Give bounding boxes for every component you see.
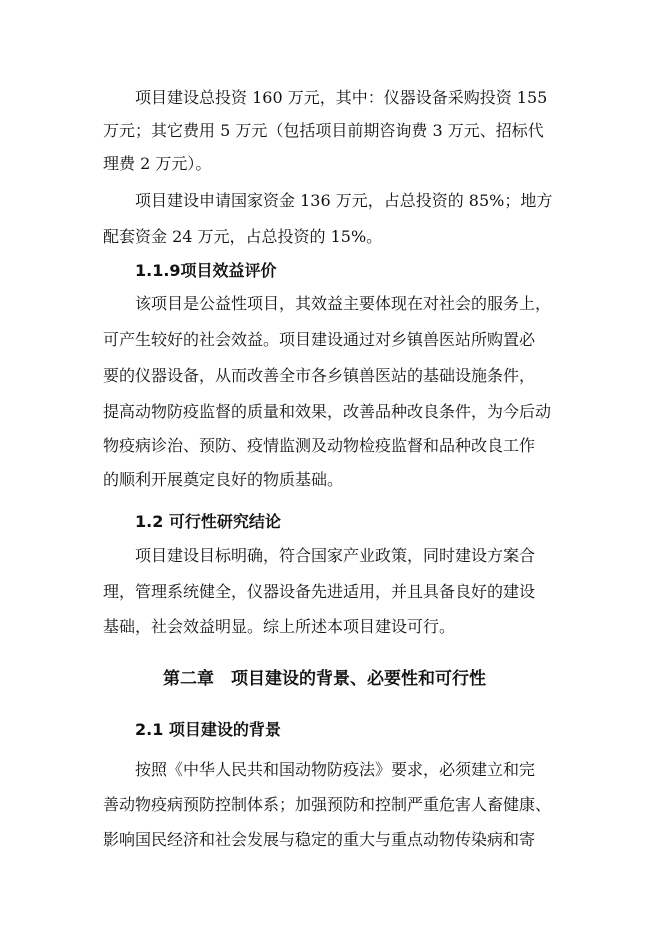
text-line: 万元；其它费用 5 万元（包括项目前期咨询费 3 万元、招标代 [103, 121, 544, 140]
text-line: 项目建设总投资 160 万元，其中：仪器设备采购投资 155 [135, 88, 548, 107]
text-line: 配套资金 24 万元，占总投资的 15%。 [103, 227, 383, 246]
text-line: 基础，社会效益明显。综上所述本项目建设可行。 [103, 617, 456, 636]
text-line: 按照《中华人民共和国动物防疫法》要求，必须建立和完 [135, 760, 536, 779]
text-line: 提高动物防疫监督的质量和效果，改善品种改良条件，为今后动 [103, 402, 552, 421]
section-heading-1-2: 1.2 可行性研究结论 [135, 512, 281, 531]
text-line: 要的仪器设备，从而改善全市各乡镇兽医站的基础设施条件， [103, 366, 536, 385]
text-line: 善动物疫病预防控制体系；加强预防和控制严重危害人畜健康、 [103, 795, 552, 814]
chapter-title: 第二章 项目建设的背景、必要性和可行性 [163, 669, 486, 689]
text-line: 物疫病诊治、预防、疫情监测及动物检疫监督和品种改良工作 [103, 436, 536, 455]
section-heading-1-1-9: 1.1.9项目效益评价 [135, 261, 277, 280]
text-line: 理，管理系统健全，仪器设备先进适用，并且具备良好的建设 [103, 582, 536, 601]
text-line: 的顺利开展奠定良好的物质基础。 [103, 470, 344, 489]
section-heading-2-1: 2.1 项目建设的背景 [135, 720, 281, 739]
text-line: 项目建设申请国家资金 136 万元，占总投资的 85%；地方 [135, 191, 553, 210]
text-line: 该项目是公益性项目，其效益主要体现在对社会的服务上， [135, 294, 552, 313]
text-line: 可产生较好的社会效益。项目建设通过对乡镇兽医站所购置必 [103, 330, 536, 349]
text-line: 理费 2 万元）。 [103, 154, 212, 173]
text-line: 项目建设目标明确，符合国家产业政策，同时建设方案合 [135, 546, 536, 565]
text-line: 影响国民经济和社会发展与稳定的重大与重点动物传染病和寄 [103, 830, 536, 849]
